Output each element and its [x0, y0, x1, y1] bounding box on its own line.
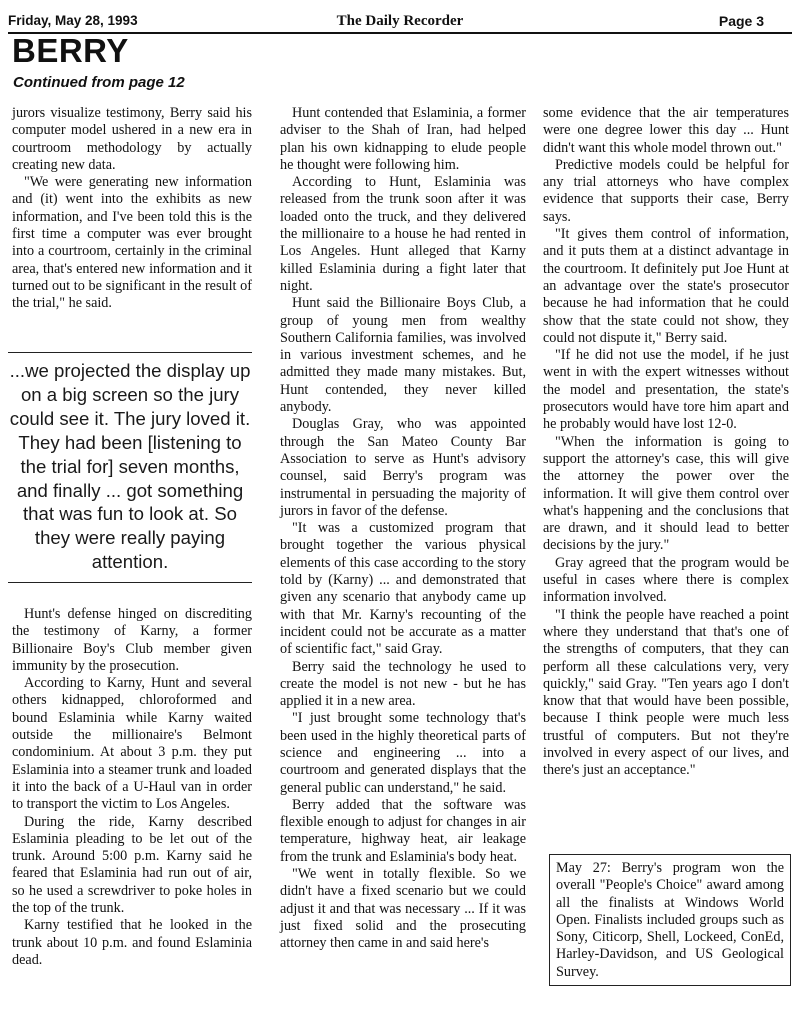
paragraph: Douglas Gray, who was appointed through the San Mateo County Bar Association to serve as Hunt's advisory counsel, said Berry's program was instrumental in persuading the majority of jurors in favor of the defense. [280, 416, 526, 519]
paragraph: According to Hunt, Eslaminia was released from the trunk soon after it was loaded onto the truck, and they delivered the millionaire to a house he had rented in Los Angeles. Hunt alleged that Karny killed Eslaminia during a fight later that night. [280, 174, 526, 294]
column-3 [543, 105, 789, 780]
paragraph: During the ride, Karny described Eslaminia pleading to be let out of the trunk. Around 5:00 p.m. Karny said he feared that Eslaminia had run out of air, so he used a screwdriver to poke holes in the top of the trunk. [12, 813, 252, 917]
paragraph: some evidence that the air temperatures were one degree lower this day ... Hunt didn't want this whole model thrown out." [543, 105, 789, 156]
paragraph: "I think the people have reached a point where they understand that that's one of the strengths of computers, that they can perform all these calculations very, very quickly," said Gray. "Ten years ago I don't know that that would have been possible, because I think people were much less trustful of computers. But not they're involved in every aspect of our lives, and there's just an acceptance." [543, 606, 789, 779]
column-1-top [12, 105, 252, 313]
page-number: Page 3 [718, 13, 764, 29]
paragraph: "We were generating new information and (it) went into the exhibits as new information, and I've been told this is the first time a computer was ever brought into a courtroom, certainly in the criminal area, that's entered new information and it turned out to be significant in the result of the trial," he said. [12, 174, 252, 312]
paragraph: "It gives them control of information, and it puts them at a distinct advantage in the courtroom. It definitely put Joe Hunt at an advantage over the state's prosecutor because he had information that he could show that the state could not show, they could not dispute it," Berry said. [543, 226, 789, 346]
paragraph: Berry added that the software was flexible enough to adjust for changes in air temperature, highway heat, air leakage from the trunk and Eslaminia's body heat. [280, 796, 526, 865]
issue-date: Friday, May 28, 1993 [8, 13, 138, 28]
award-sidebar-box: May 27: Berry's program won the overall "People's Choice" award among all the finalists at Windows World Open. Finalists included groups such as Sony, Citicorp, Shell, Lockeed, ConEd, Harley-Davidson, and US Geological Survey. [549, 854, 791, 986]
paragraph: Karny testified that he looked in the trunk about 10 p.m. and found Eslaminia dead. [12, 917, 252, 968]
paragraph: "It was a customized program that brought together the various physical elements of this case according to the story told by (Karny) ... and demonstrated that given any scenario that anybody came up with that Mr. Karny's recounting of the incident could not be accurate as a matter of scientific fact," said Gray. [280, 520, 526, 658]
paragraph: Hunt contended that Eslaminia, a former adviser to the Shah of Iran, had helped plan his own kidnapping to elude people he thought were following him. [280, 105, 526, 173]
paragraph: jurors visualize testimony, Berry said his computer model ushered in a new era in courtroom methodology by actually creating new data. [12, 105, 252, 173]
paragraph: Gray agreed that the program would be useful in cases where there is complex information involved. [543, 554, 789, 606]
article-headline: BERRY [12, 32, 129, 69]
paragraph: "When the information is going to support the attorney's case, this will give the attorney the power over the information. It will give them control over what's happening and the conclusions that are drawn, and it should lead to better decisions by the jury." [543, 433, 789, 554]
paragraph: "I just brought some technology that's been used in the highly theoretical parts of science and engineering ... into a courtroom and generated displays that the general public can understand," he said. [280, 710, 526, 796]
column-1-bottom [12, 606, 252, 969]
paragraph: According to Karny, Hunt and several others kidnapped, chloroformed and bound Eslaminia while Karny waited outside the millionaire's Belmont condominium. At about 3 p.m. they put Eslaminia into a steamer trunk and loaded it into the back of a U-Haul van in order to transport the victim to Los Angeles. [12, 675, 252, 813]
paragraph: "If he did not use the model, if he just went in with the expert witnesses without the model and presentation, the state's prosecutors would have tore him apart and he probably would have lost 12-0. [543, 347, 789, 433]
newspaper-name: The Daily Recorder [336, 13, 464, 29]
column-2 [280, 105, 526, 953]
paragraph: Berry said the technology he used to create the model is not new - but he has applied it in a new area. [280, 658, 526, 710]
page-header [8, 10, 792, 34]
paragraph: Hunt's defense hinged on discrediting the testimony of Karny, a former Billionaire Boy's Club member given immunity by the prosecution. [12, 606, 252, 674]
paragraph: Predictive models could be helpful for any trial attorneys who have complex evidence that supports their case, Berry says. [543, 156, 789, 225]
continued-from-note: Continued from page 12 [13, 74, 185, 91]
paragraph: "We went in totally flexible. So we didn't have a fixed scenario but we could adjust it and that was necessary ... If it was just fixed solid and the prosecuting attorney then came in and said here's [280, 866, 526, 952]
paragraph: Hunt said the Billionaire Boys Club, a group of young men from wealthy Southern California families, was involved in various investment schemes, and he admitted they made many mistakes. But, Hunt contended, they never killed anybody. [280, 295, 526, 416]
pull-quote: ...we projected the display up on a big screen so the jury could see it. The jury loved it. They had been [listening to the trial for] seven months, and finally ... got something that was fun to look at. So they were really paying attention. [8, 352, 252, 583]
